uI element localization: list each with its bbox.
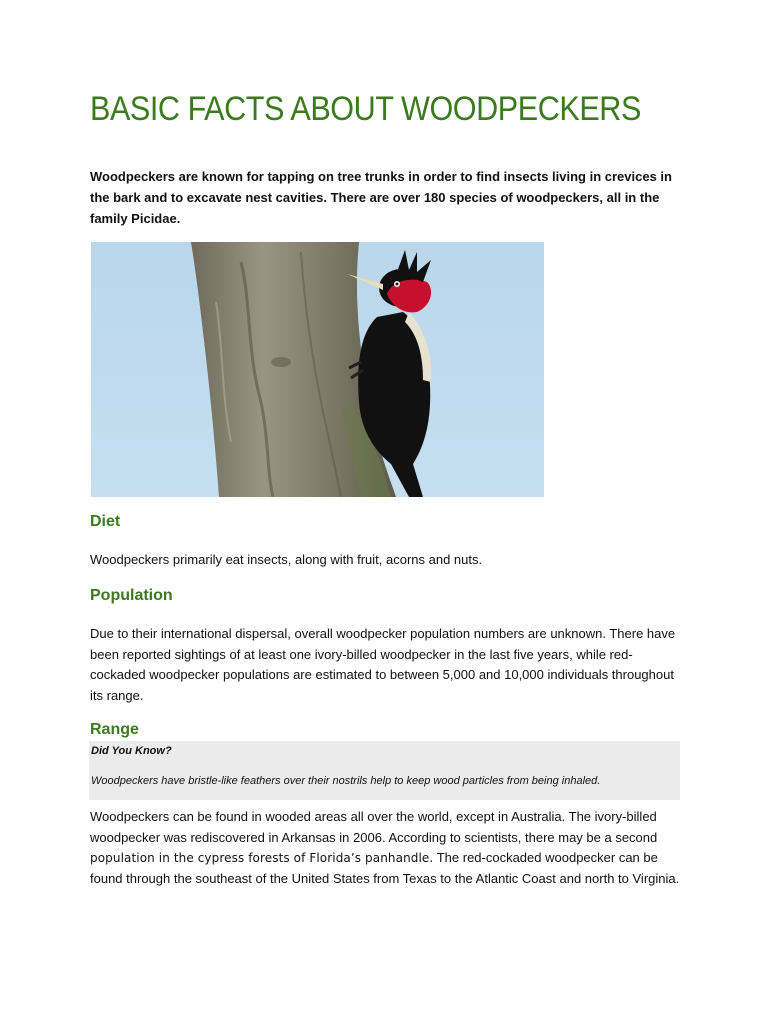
callout-text: Woodpeckers have bristle-like feathers over their nostrils help to keep wood particles from being inhaled. bbox=[91, 775, 601, 787]
range-text-part-3: The red-cockaded woodpecker can be found through the southeast of the United States from Texas to the Atlantic Coast and north to Virginia. bbox=[90, 850, 680, 886]
range-text-part-1: Woodpeckers can be found in wooded areas all over the world, except in Australia. The ivory-billed woodpecker was rediscovered in Arkansas in 2006. According to scientists, there may be a second bbox=[90, 809, 658, 845]
callout-title: Did You Know? bbox=[91, 745, 172, 757]
range-heading: Range bbox=[90, 721, 139, 738]
diet-heading: Diet bbox=[90, 513, 121, 530]
did-you-know-callout bbox=[89, 741, 680, 800]
intro-paragraph: Woodpeckers are known for tapping on tree trunks in order to find insects living in crevices in the bark and to excavate nest cavities. There are over 180 species of woodpeckers, all in the family Picidae. bbox=[90, 169, 672, 226]
woodpecker-photo bbox=[91, 242, 544, 497]
range-paragraph bbox=[90, 807, 680, 889]
page-title: BASIC FACTS ABOUT WOODPECKERS bbox=[90, 90, 641, 128]
population-heading: Population bbox=[90, 587, 173, 604]
diet-paragraph: Woodpeckers primarily eat insects, along with fruit, acorns and nuts. bbox=[90, 552, 483, 567]
range-text-part-2: population in the cypress forests of Florida’s panhandle. bbox=[90, 851, 434, 865]
population-paragraph: Due to their international dispersal, overall woodpecker population numbers are unknown. There have been reported sightings of at least one ivory-billed woodpecker in the last five years, while red-cockaded woodpecker populations are estimated to between 5,000 and 10,000 individuals throughout its range. bbox=[90, 626, 676, 703]
